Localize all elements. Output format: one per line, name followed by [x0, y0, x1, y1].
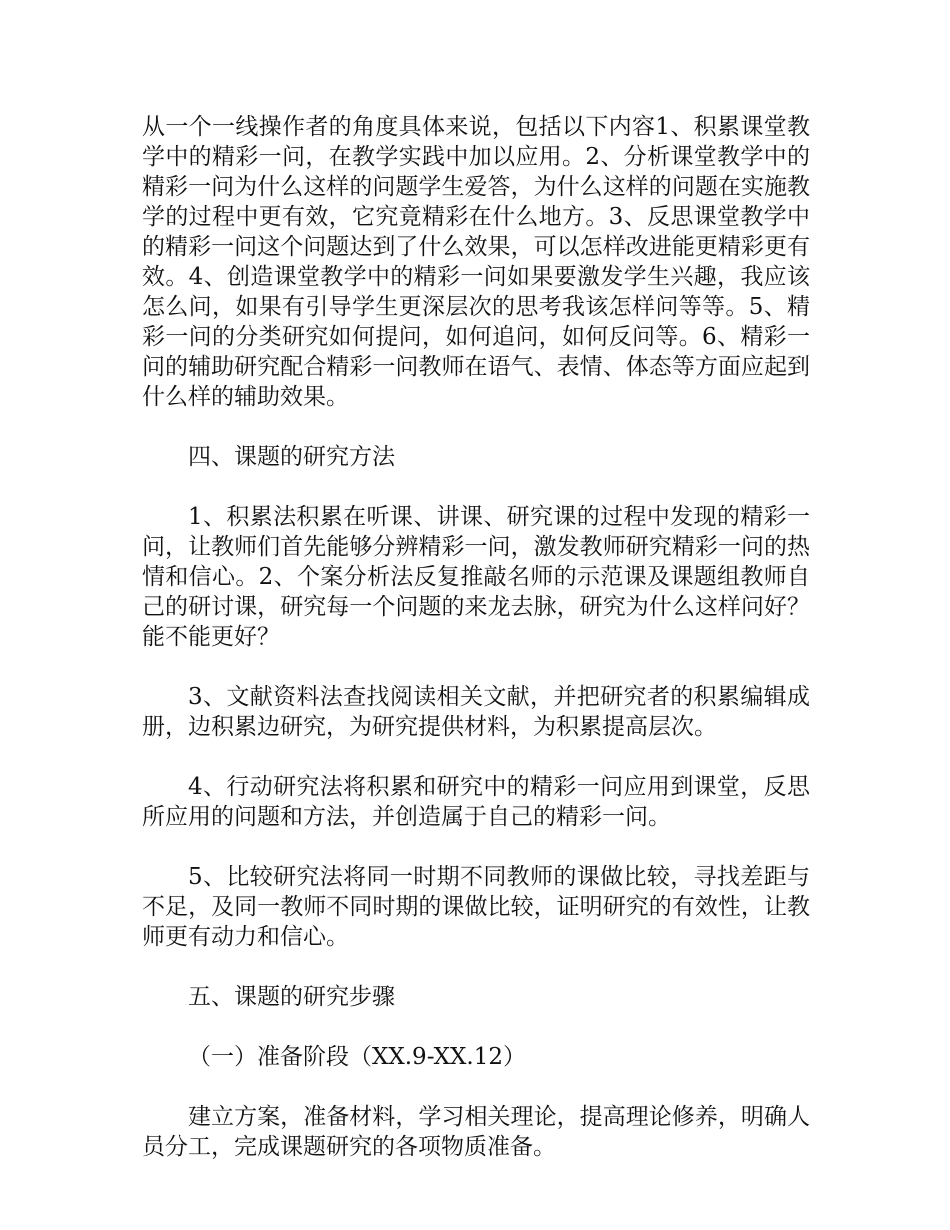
heading-research-methods: 四、课题的研究方法: [188, 444, 395, 470]
paragraph-research-content: 从一个一线操作者的角度具体来说，包括以下内容1、积累课堂教学中的精彩一问，在教学实践中加以应用。2、分析课堂教学中的精彩一问为什么这样的问题学生爱答，为什么这样的问题在实施教学的过程中更有效，它究竟精彩在什么地方。3、反思课堂教学中的精彩一问这个问题达到了什么效果，可以怎样改进能更精彩更有效。4、创造课堂教学中的精彩一问如果要激发学生兴趣，我应该怎么问，如果有引导学生更深层次的思考我该怎样问等等。5、精彩一问的分类研究如何提问，如何追问，如何反问等。6、精彩一问的辅助研究配合精彩一问教师在语气、表情、体态等方面应起到什么样的辅助效果。: [142, 114, 810, 410]
document-body: [142, 112, 810, 1192]
heading-research-steps: 五、课题的研究步骤: [188, 984, 395, 1010]
paragraph-method-5: 5、比较研究法将同一时期不同教师的课做比较，寻找差距与不足，及同一教师不同时期的课做比较，证明研究的有效性，让教师更有动力和信心。: [142, 864, 810, 950]
paragraph-preparation-detail: 建立方案，准备材料，学习相关理论，提高理论修养，明确人员分工，完成课题研究的各项物质准备。: [142, 1104, 810, 1160]
paragraph-methods-1-2: 1、积累法积累在听课、讲课、研究课的过程中发现的精彩一问，让教师们首先能够分辨精彩一问，激发教师研究精彩一问的热情和信心。2、个案分析法反复推敲名师的示范课及课题组教师自己的研讨课，研究每一个问题的来龙去脉，研究为什么这样问好？能不能更好？: [142, 504, 810, 650]
paragraph-method-4: 4、行动研究法将积累和研究中的精彩一问应用到课堂，反思所应用的问题和方法，并创造属于自己的精彩一问。: [142, 774, 810, 830]
paragraph-method-3: 3、文献资料法查找阅读相关文献，并把研究者的积累编辑成册，边积累边研究，为研究提供材料，为积累提高层次。: [142, 684, 810, 740]
subheading-preparation-stage: （一）准备阶段（XX.9-XX.12）: [188, 1044, 526, 1070]
